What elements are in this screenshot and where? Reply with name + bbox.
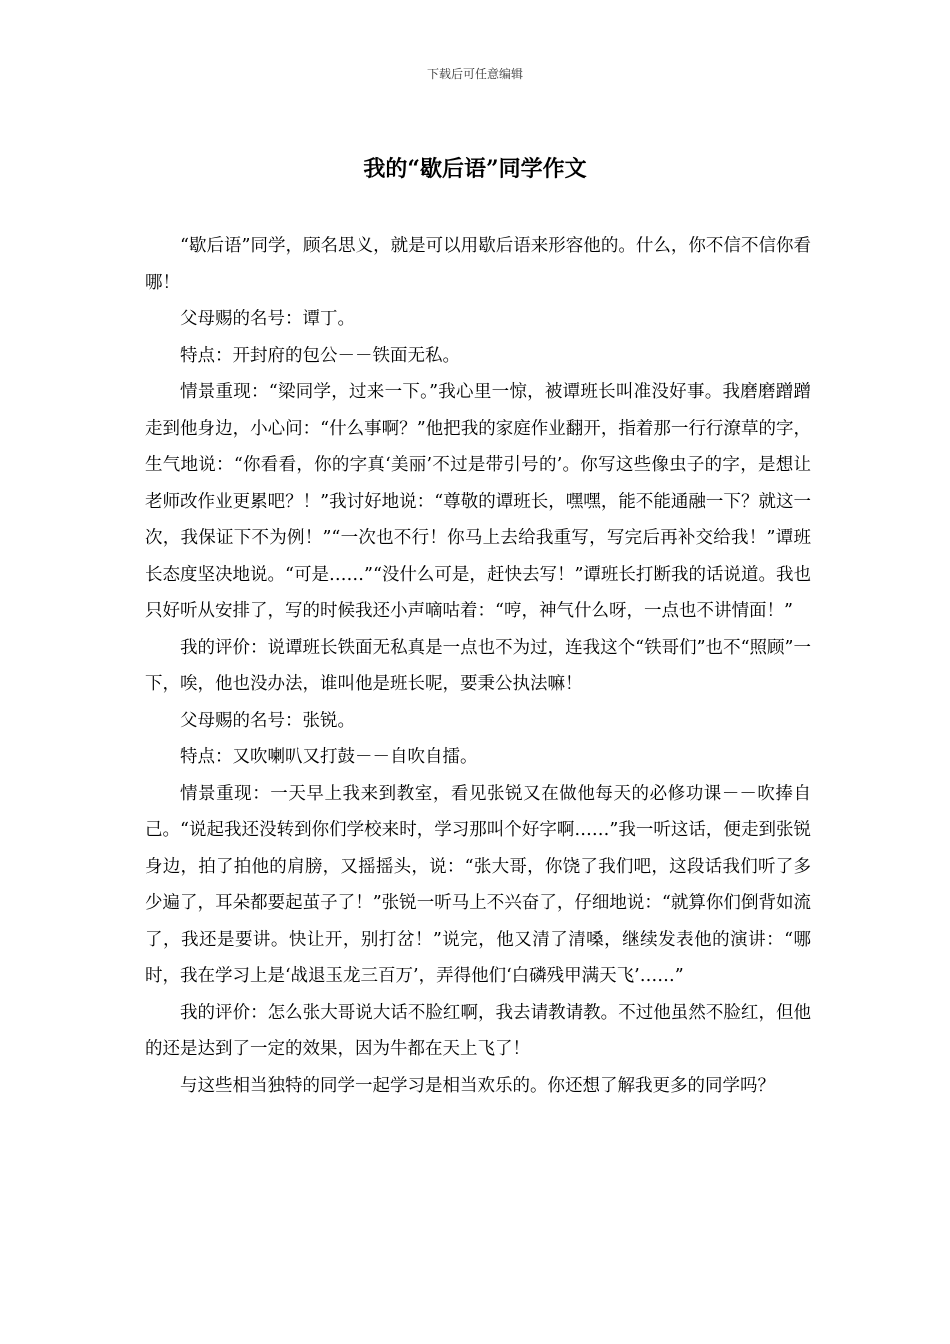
document-body — [145, 228, 811, 1104]
paragraph-trait-1: 特点：开封府的包公－－铁面无私。 — [180, 345, 460, 366]
paragraph-name-1: 父母赐的名号：谭丁。 — [180, 309, 355, 329]
document-title: 我的“歇后语”同学作文 — [363, 156, 587, 182]
paragraph-name-2: 父母赐的名号：张锐。 — [180, 710, 355, 731]
paragraph-conclusion: 与这些相当独特的同学一起学习是相当欢乐的。你还想了解我更多的同学吗？ — [180, 1075, 775, 1096]
paragraph-review-2: 我的评价：怎么张大哥说大话不脸红啊，我去请教请教。不过他虽然不脸红，但他的还是达到了一定的效果，因为牛都在天上飞了！ — [145, 1002, 811, 1059]
paragraph-scene-2: 情景重现：一天早上我来到教室，看见张锐又在做他每天的必修功课－－吹捧自己。“说起我还没转到你们学校来时，学习那叫个好字啊……”我一听这话，便走到张锐身边，拍了拍他的肩膀，又摇摇头，说：“张大哥，你饶了我们吧，这段话我们听了多少遍了，耳朵都要起茧子了！”张锐一听马上不兴奋了，仔细地说：“就算你们倒背如流了，我还是要讲。快让开，别打岔！”说完，他又清了清嗓，继续发表他的演讲：“哪时，我在学习上是‘战退玉龙三百万’，弄得他们‘白磷残甲满天飞’……” — [145, 783, 811, 986]
paragraph-intro: “歇后语”同学，顾名思义，就是可以用歇后语来形容他的。什么，你不信不信你看哪！ — [145, 236, 811, 293]
paragraph-review-1: 我的评价：说谭班长铁面无私真是一点也不为过，连我这个“铁哥们”也不“照顾”一下，唉，他也没办法，谁叫他是班长呢，要秉公执法嘛！ — [145, 637, 811, 694]
header-note: 下载后可任意编辑 — [426, 67, 523, 81]
paragraph-scene-1: 情景重现：“梁同学，过来一下。”我心里一惊，被谭班长叫准没好事。我磨磨蹭蹭走到他身边，小心问：“什么事啊？”他把我的家庭作业翻开，指着那一行行潦草的字，生气地说：“你看看，你的字真‘美丽’不过是带引号的’。你写这些像虫子的字，是想让老师改作业更累吧？！”我讨好地说：“尊敬的谭班长，嘿嘿，能不能通融一下？就这一次，我保证下不为例！”“一次也不行！你马上去给我重写，写完后再补交给我！”谭班长态度坚决地说。“可是……”“没什么可是，赶快去写！”谭班长打断我的话说道。我也只好听从安排了，写的时候我还小声嘀咕着：“哼，神气什么呀，一点也不讲情面！” — [145, 382, 811, 621]
paragraph-trait-2: 特点：又吹喇叭又打鼓－－自吹自擂。 — [180, 747, 478, 767]
